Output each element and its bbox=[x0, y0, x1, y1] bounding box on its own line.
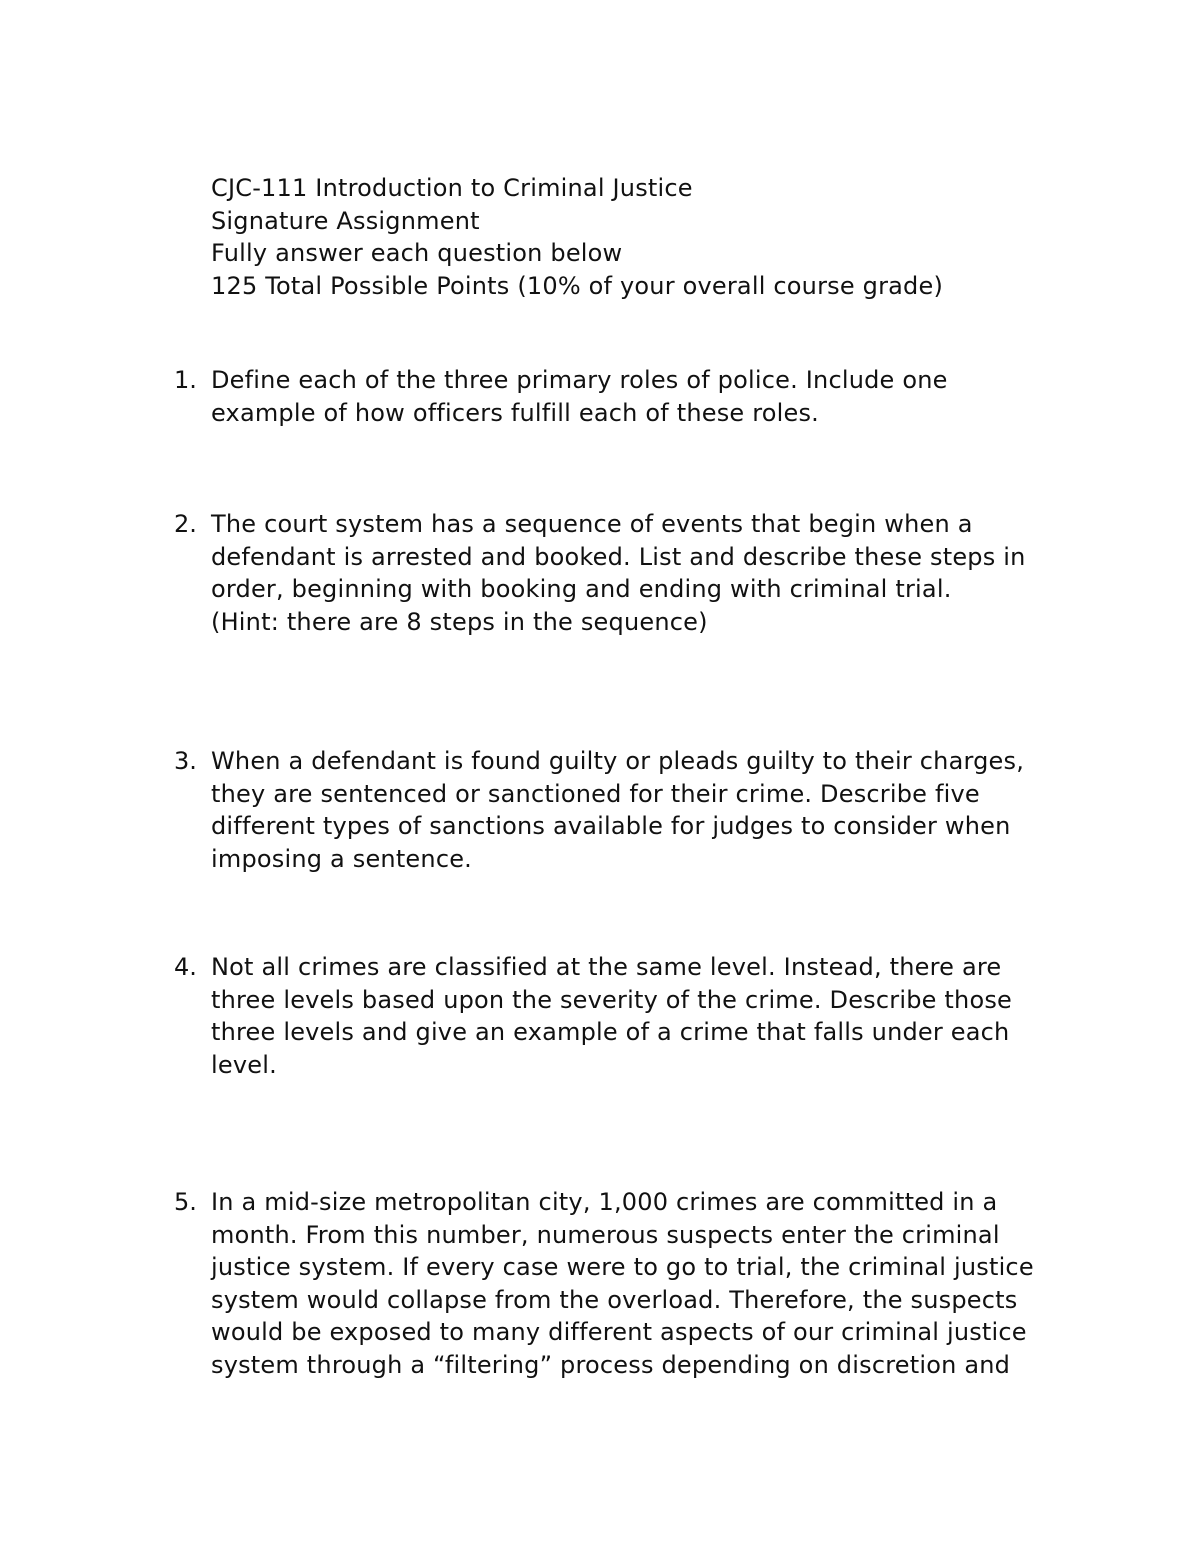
question-line: month. From this number, numerous suspects enter the criminal bbox=[211, 1220, 1000, 1249]
question-line: they are sentenced or sanctioned for their crime. Describe five bbox=[211, 779, 980, 808]
question-text bbox=[211, 508, 1071, 638]
question-line: When a defendant is found guilty or pleads guilty to their charges, bbox=[211, 747, 1025, 775]
question-number: 2. bbox=[174, 510, 197, 538]
question-line: imposing a sentence. bbox=[211, 844, 473, 873]
question-line: order, beginning with booking and ending with criminal trial. bbox=[211, 575, 952, 603]
question-line: three levels based upon the severity of the crime. Describe those bbox=[211, 985, 1012, 1014]
question-line: The court system has a sequence of events that begin when a bbox=[211, 510, 973, 538]
question-line: defendant is arrested and booked. List and describe these steps in bbox=[211, 542, 1026, 571]
question-text bbox=[211, 951, 1071, 1081]
question-line: system would collapse from the overload. Therefore, the suspects bbox=[211, 1285, 1018, 1314]
course-title: CJC-111 Introduction to Criminal Justice bbox=[211, 174, 693, 202]
question-line: different types of sanctions available for judges to consider when bbox=[211, 812, 1011, 840]
assignment-header bbox=[211, 172, 1111, 302]
question-line: three levels and give an example of a crime that falls under each bbox=[211, 1018, 1010, 1046]
question-line: level. bbox=[211, 1050, 277, 1079]
question-line: In a mid-size metropolitan city, 1,000 crimes are committed in a bbox=[211, 1188, 998, 1216]
question-text bbox=[211, 364, 1071, 429]
question-line: (Hint: there are 8 steps in the sequence) bbox=[211, 607, 708, 636]
question-number: 4. bbox=[174, 953, 197, 981]
instructions-text: Fully answer each question below bbox=[211, 239, 623, 267]
question-text bbox=[211, 1186, 1071, 1381]
points-text: 125 Total Possible Points (10% of your overall course grade) bbox=[211, 271, 944, 300]
assignment-title: Signature Assignment bbox=[211, 206, 480, 235]
question-number: 5. bbox=[174, 1188, 197, 1216]
question-line: Not all crimes are classified at the same level. Instead, there are bbox=[211, 953, 1002, 981]
question-line: would be exposed to many different aspects of our criminal justice bbox=[211, 1318, 1027, 1346]
question-text bbox=[211, 745, 1071, 875]
question-number: 1. bbox=[174, 366, 197, 394]
question-line: example of how officers fulfill each of these roles. bbox=[211, 398, 820, 427]
question-line: Define each of the three primary roles of police. Include one bbox=[211, 366, 948, 394]
question-line: system through a “filtering” process depending on discretion and bbox=[211, 1350, 1011, 1379]
question-number: 3. bbox=[174, 747, 197, 775]
question-line: justice system. If every case were to go to trial, the criminal justice bbox=[211, 1253, 1034, 1281]
